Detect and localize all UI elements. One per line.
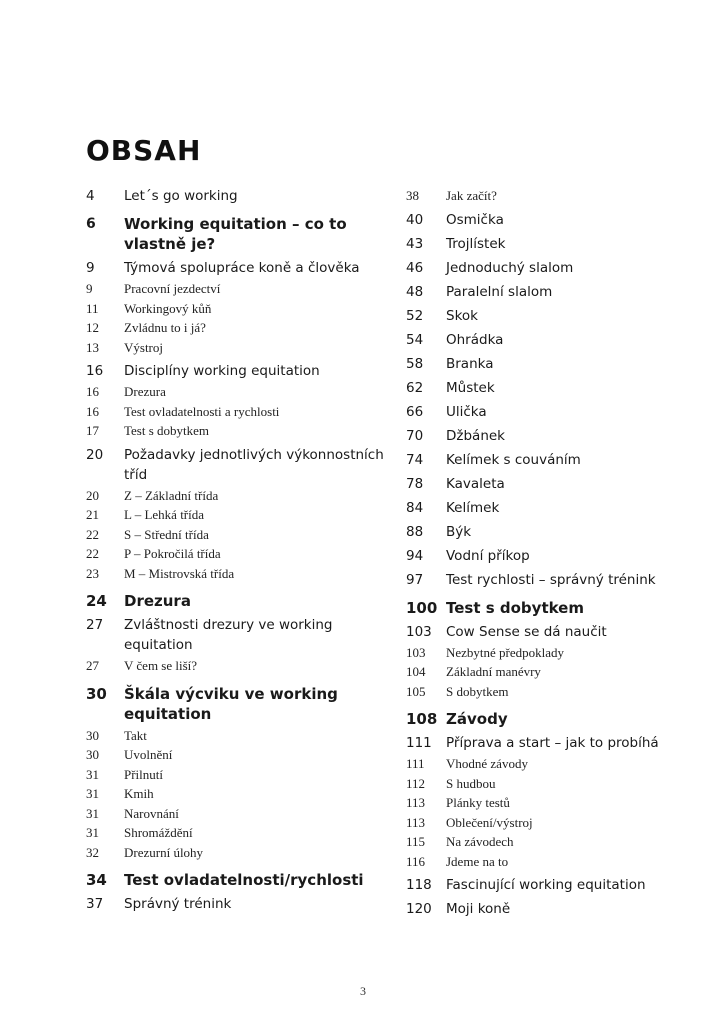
toc-page-number: 70 bbox=[406, 427, 424, 444]
toc-entry bbox=[86, 421, 386, 441]
toc-page-number: 30 bbox=[86, 747, 99, 762]
toc-entry-title: Závody bbox=[446, 710, 508, 728]
toc-right-column bbox=[406, 186, 706, 920]
toc-entry bbox=[86, 823, 386, 843]
toc-page-number: 120 bbox=[406, 901, 432, 917]
toc-entry bbox=[406, 754, 706, 774]
toc-entry-title: Test rychlosti – správný trénink bbox=[446, 571, 656, 588]
toc-page-number: 54 bbox=[406, 331, 424, 348]
toc-entry bbox=[406, 709, 706, 729]
toc-page-number: 74 bbox=[406, 451, 424, 468]
toc-entry-title: Working equitation – co to vlastně je? bbox=[124, 215, 347, 253]
toc-entry bbox=[406, 899, 706, 919]
toc-page-number: 112 bbox=[406, 775, 426, 791]
toc-entry-title: Skok bbox=[446, 307, 478, 324]
toc-page-number: 31 bbox=[86, 786, 99, 801]
toc-entry-title: Ulička bbox=[446, 403, 487, 420]
toc-entry bbox=[406, 522, 706, 542]
toc-page-number: 104 bbox=[406, 664, 426, 679]
toc-entry bbox=[86, 505, 386, 525]
toc-page-number: 43 bbox=[406, 235, 424, 252]
toc-page-number: 16 bbox=[86, 384, 99, 399]
toc-entry-title: Kavaleta bbox=[446, 475, 505, 492]
toc-entry bbox=[86, 894, 386, 914]
toc-entry-title: Škála výcviku ve working equitation bbox=[124, 684, 338, 723]
toc-entry-title: Jednoduchý slalom bbox=[446, 259, 574, 276]
toc-entry bbox=[406, 498, 706, 518]
toc-entry-title: Fascinující working equitation bbox=[446, 877, 646, 893]
toc-page-number: 58 bbox=[406, 355, 424, 372]
toc-entry bbox=[406, 832, 706, 852]
toc-page-number: 31 bbox=[86, 805, 99, 821]
toc-entry-title: Týmová spolupráce koně a člověka bbox=[124, 260, 360, 276]
toc-entry bbox=[86, 318, 386, 338]
toc-entry bbox=[406, 378, 706, 398]
toc-entry-title: M – Mistrovská třída bbox=[124, 565, 235, 581]
toc-entry bbox=[86, 745, 386, 765]
toc-entry bbox=[86, 525, 386, 545]
toc-entry bbox=[406, 662, 706, 682]
toc-entry bbox=[406, 474, 706, 494]
toc-page-number: 16 bbox=[86, 363, 104, 379]
toc-entry bbox=[406, 733, 706, 753]
toc-page-number: 30 bbox=[86, 684, 107, 703]
toc-entry bbox=[86, 544, 386, 564]
toc-entry-title: Test ovladatelnosti/rychlosti bbox=[124, 871, 364, 889]
toc-entry bbox=[86, 486, 386, 506]
toc-entry-title: Býk bbox=[446, 523, 472, 540]
toc-page-number: 31 bbox=[86, 766, 99, 782]
toc-entry bbox=[86, 338, 386, 358]
toc-page-number: 4 bbox=[86, 188, 95, 204]
toc-page-number: 9 bbox=[86, 260, 95, 276]
toc-entry bbox=[406, 813, 706, 833]
toc-entry-title: Pracovní jezdectví bbox=[124, 281, 221, 296]
toc-page-number: 31 bbox=[86, 825, 99, 840]
toc-entry-title: Džbánek bbox=[446, 427, 506, 444]
toc-entry bbox=[86, 804, 386, 824]
toc-entry-title: Shromáždění bbox=[124, 825, 193, 840]
toc-page-number: 62 bbox=[406, 379, 424, 396]
toc-entry-title: Narovnání bbox=[124, 805, 179, 821]
toc-entry-title: Z – Základní třída bbox=[124, 487, 219, 503]
toc-entry bbox=[86, 445, 386, 485]
toc-page-number: 32 bbox=[86, 844, 99, 860]
toc-page-number: 46 bbox=[406, 259, 424, 276]
toc-entry-title: Trojlístek bbox=[446, 235, 506, 252]
toc-page-number: 115 bbox=[406, 834, 426, 849]
toc-entry-title: Vodní příkop bbox=[446, 547, 530, 564]
toc-page-number: 48 bbox=[406, 283, 424, 300]
toc-page-number: 103 bbox=[406, 644, 426, 660]
toc-page-number: 108 bbox=[406, 710, 438, 728]
toc-entry bbox=[406, 258, 706, 278]
toc-entry-title: Výstroj bbox=[124, 339, 163, 355]
toc-page-number: 13 bbox=[86, 339, 99, 355]
toc-entry-title: Kmih bbox=[124, 786, 154, 801]
toc-page-number: 116 bbox=[406, 853, 426, 869]
toc-entry-title: Požadavky jednotlivých výkonnostních tříd bbox=[124, 446, 384, 483]
toc-page-number: 88 bbox=[406, 523, 424, 540]
toc-entry-title: Příprava a start – jak to probíhá bbox=[446, 735, 659, 751]
toc-entry bbox=[86, 843, 386, 863]
toc-entry bbox=[406, 282, 706, 302]
toc-entry-title: S dobytkem bbox=[446, 683, 509, 699]
toc-entry-title: Základní manévry bbox=[446, 664, 541, 679]
toc-entry-title: Zvláštnosti drezury ve working equitation bbox=[124, 617, 333, 653]
toc-entry bbox=[86, 299, 386, 319]
toc-entry-title: S hudbou bbox=[446, 775, 496, 791]
toc-entry bbox=[406, 875, 706, 895]
toc-entry bbox=[406, 852, 706, 872]
toc-page-number: 78 bbox=[406, 475, 424, 492]
toc-entry bbox=[406, 234, 706, 254]
page-number: 3 bbox=[360, 984, 366, 998]
toc-entry-title: Workingový kůň bbox=[124, 300, 212, 316]
toc-page-number: 6 bbox=[86, 216, 96, 232]
toc-entry bbox=[406, 598, 706, 618]
toc-page-number: 103 bbox=[406, 623, 432, 640]
toc-page-number: 100 bbox=[406, 598, 438, 617]
toc-entry bbox=[406, 622, 706, 642]
toc-entry-title: Přilnutí bbox=[124, 766, 164, 782]
toc-entry bbox=[86, 279, 386, 299]
toc-page-number: 30 bbox=[86, 727, 99, 743]
toc-entry-title: Uvolnění bbox=[124, 747, 173, 762]
toc-entry-title: L – Lehká třída bbox=[124, 507, 205, 522]
page-title: OBSAH bbox=[86, 134, 202, 167]
toc-entry bbox=[86, 186, 386, 206]
toc-page-number: 20 bbox=[86, 487, 99, 503]
toc-entry-title: Drezurní úlohy bbox=[124, 844, 204, 860]
toc-page-number: 9 bbox=[86, 281, 93, 296]
toc-page-number: 24 bbox=[86, 592, 107, 610]
toc-entry-title: Správný trénink bbox=[124, 896, 232, 912]
toc-page-number: 12 bbox=[86, 320, 99, 335]
toc-page-number: 11 bbox=[86, 300, 99, 316]
toc-entry bbox=[406, 354, 706, 374]
toc-page-number: 34 bbox=[86, 871, 107, 889]
toc-page-number: 84 bbox=[406, 499, 424, 516]
toc-entry bbox=[406, 426, 706, 446]
toc-entry bbox=[86, 382, 386, 402]
toc-entry bbox=[86, 726, 386, 746]
toc-entry bbox=[406, 793, 706, 813]
toc-entry-title: Test ovladatelnosti a rychlosti bbox=[124, 403, 280, 419]
toc-entry-title: Disciplíny working equitation bbox=[124, 363, 320, 379]
toc-entry-title: Kelímek s couváním bbox=[446, 451, 581, 468]
toc-entry-title: Kelímek bbox=[446, 499, 500, 516]
toc-entry-title: V čem se liší? bbox=[124, 658, 198, 673]
toc-page-number: 22 bbox=[86, 546, 99, 561]
toc-entry bbox=[86, 870, 386, 890]
toc-entry bbox=[86, 684, 386, 724]
toc-entry-title: Nezbytné předpoklady bbox=[446, 644, 565, 660]
toc-entry-title: Drezura bbox=[124, 384, 166, 399]
toc-entry-title: Vhodné závody bbox=[446, 756, 528, 771]
toc-entry bbox=[86, 402, 386, 422]
toc-page-number: 113 bbox=[406, 795, 426, 810]
toc-entry bbox=[406, 546, 706, 566]
toc-entry bbox=[86, 765, 386, 785]
toc-page-number: 23 bbox=[86, 565, 99, 581]
toc-page-number: 21 bbox=[86, 507, 99, 522]
toc-entry bbox=[406, 643, 706, 663]
toc-entry-title: Takt bbox=[124, 727, 147, 743]
toc-page-number: 97 bbox=[406, 571, 424, 588]
toc-entry bbox=[406, 330, 706, 350]
toc-page-number: 118 bbox=[406, 877, 432, 893]
toc-entry-title: Ohrádka bbox=[446, 331, 504, 348]
toc-entry-title: Cow Sense se dá naučit bbox=[446, 623, 607, 640]
toc-entry bbox=[86, 656, 386, 676]
toc-page-number: 113 bbox=[406, 814, 426, 830]
toc-page-number: 27 bbox=[86, 617, 104, 633]
toc-page-number: 17 bbox=[86, 423, 99, 438]
toc-entry-title: Plánky testů bbox=[446, 795, 510, 810]
toc-entry bbox=[406, 450, 706, 470]
toc-entry-title: Drezura bbox=[124, 592, 191, 610]
toc-page-number: 37 bbox=[86, 896, 104, 912]
toc-entry bbox=[86, 214, 386, 254]
toc-entry bbox=[406, 186, 706, 206]
toc-entry bbox=[406, 774, 706, 794]
toc-entry-title: Oblečení/výstroj bbox=[446, 814, 533, 830]
toc-left-column bbox=[86, 186, 386, 915]
toc-page-number: 94 bbox=[406, 547, 424, 564]
toc-entry-title: Můstek bbox=[446, 379, 495, 396]
toc-entry bbox=[406, 570, 706, 590]
toc-page-number: 16 bbox=[86, 403, 99, 419]
toc-entry-title: Moji koně bbox=[446, 901, 511, 917]
toc-entry-title: Test s dobytkem bbox=[446, 598, 584, 617]
toc-entry-title: Zvládnu to i já? bbox=[124, 320, 206, 335]
toc-page-number: 111 bbox=[406, 756, 425, 771]
toc-entry bbox=[406, 306, 706, 326]
toc-entry bbox=[86, 258, 386, 278]
toc-entry bbox=[86, 564, 386, 584]
toc-page-number: 52 bbox=[406, 307, 424, 324]
toc-entry bbox=[406, 210, 706, 230]
toc-entry-title: Jak začít? bbox=[446, 188, 497, 203]
toc-entry-title: Branka bbox=[446, 355, 494, 372]
toc-entry bbox=[86, 784, 386, 804]
toc-page-number: 38 bbox=[406, 188, 419, 203]
toc-page-number: 20 bbox=[86, 446, 104, 463]
toc-entry-title: S – Střední třída bbox=[124, 526, 209, 542]
toc-entry bbox=[86, 591, 386, 611]
toc-entry-title: Jdeme na to bbox=[446, 853, 509, 869]
toc-entry-title: Paralelní slalom bbox=[446, 283, 553, 300]
toc-page-number: 111 bbox=[406, 735, 432, 751]
toc-entry-title: Na závodech bbox=[446, 834, 514, 849]
toc-entry bbox=[406, 402, 706, 422]
toc-page-number: 66 bbox=[406, 403, 424, 420]
toc-entry bbox=[406, 682, 706, 702]
toc-page-number: 40 bbox=[406, 211, 424, 228]
toc-entry-title: Test s dobytkem bbox=[124, 423, 210, 438]
toc-entry bbox=[86, 361, 386, 381]
toc-page-number: 105 bbox=[406, 683, 426, 699]
toc-page-number: 22 bbox=[86, 526, 99, 542]
toc-entry-title: Osmička bbox=[446, 211, 504, 228]
toc-entry-title: Let´s go working bbox=[124, 188, 238, 204]
toc-entry-title: P – Pokročilá třída bbox=[124, 546, 221, 561]
toc-page-number: 27 bbox=[86, 658, 99, 673]
toc-entry bbox=[86, 615, 386, 655]
